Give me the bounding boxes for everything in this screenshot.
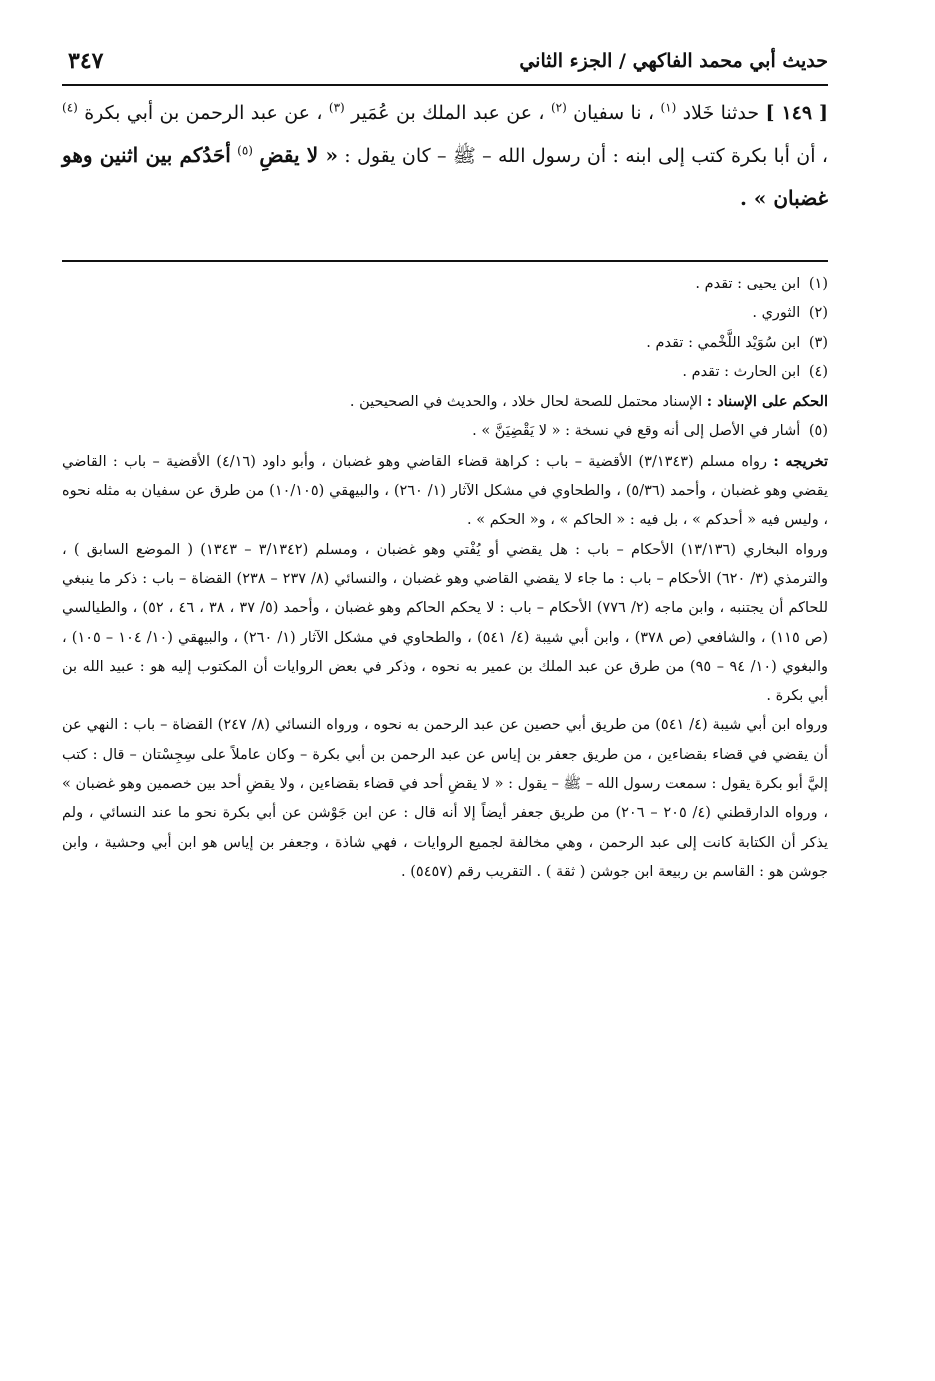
footnote-ref: (٥) (237, 143, 253, 158)
takhrij-paragraph (62, 447, 828, 536)
takhrij-text: ورواه البخاري (١٣/١٣٦) الأحكام – باب : هل يقضي أو يُفْتي وهو غضبان ، ومسلم (٣/١٣٤٢ – ١٣٤٣) ( الموضع السابق ) ، والترمذي (٣/ ٦٢٠) الأحكام – باب : ما جاء لا يقضي القاضي وهو غضبان ، والنسائي (٨/ ٢٣٧ – ٢٣٨) القضاة – باب : ذكر ما ينبغي للحاكم أن يجتنبه ، وابن ماجه (٢/ ٧٧٦) الأحكام – باب : لا يحكم الحاكم وهو غضبان ، وأحمد (٥/ ٣٧ ، ٣٨ ، ٤٦ ، ٥٢) ، والطيالسي (ص ١١٥) ، والشافعي (ص ٣٧٨) ، وابن أبي شيبة (٤/ ٥٤١) ، والطحاوي في مشكل الآثار (١/ ٢٦٠) ، والبيهقي (١٠/ ١٠٤ – ١٠٥) ، والبغوي (١٠/ ٩٤ – ٩٥) من طرق عن عبد الملك بن عمير به نحوه ، وذكر في بعض الروايات أن المكتوب إليه هو : عبيد الله بن أبي بكرة . (62, 541, 829, 705)
footnote-item (62, 329, 828, 358)
footnote-item (62, 417, 828, 446)
hadith-matn: أحَدُكم بين اثنين وهو غضبان » . (62, 143, 828, 210)
footnote-item (62, 358, 828, 387)
footnote-text: أشار في الأصل إلى أنه وقع في نسخة : « لا يَقْضِيَنَّ » . (472, 423, 801, 440)
isnad-ruling (62, 387, 828, 417)
footnote-number: (١) (808, 276, 828, 292)
footnote-ref: (٢) (550, 100, 567, 115)
footnote-number: (٢) (808, 305, 828, 322)
footnotes (62, 270, 828, 887)
hadith-chain-part: ، عن عبد الرحمن بن أبي بكرة (84, 102, 323, 124)
footnote-ref: (٣) (328, 100, 345, 115)
footnote-ref: (١) (660, 100, 677, 115)
hadith-chain-part: حدثنا خَلاد (682, 102, 760, 124)
footnote-divider (62, 260, 828, 262)
footnote-number: (٣) (808, 334, 828, 351)
hadith-paragraph (62, 92, 828, 220)
hadith-number: [ ١٤٩ ] (765, 102, 828, 124)
ruling-label: الحكم على الإسناد : (706, 393, 828, 411)
footnote-item (62, 270, 828, 299)
takhrij-label: تخريجه : (773, 452, 828, 470)
footnote-ref: (٤) (62, 100, 78, 115)
takhrij-paragraph (62, 711, 828, 887)
running-title: حديث أبي محمد الفاكهي / الجزء الثاني (519, 50, 828, 72)
hadith-chain-part: ، نا سفيان (573, 102, 655, 124)
ruling-text: الإسناد محتمل للصحة لحال خلاد ، والحديث في الصحيحين . (349, 394, 703, 411)
page-number: ٣٤٧ (68, 48, 104, 74)
takhrij-paragraph (62, 536, 828, 712)
footnote-text: ابن الحارث : تقدم . (682, 363, 801, 380)
footnote-text: ابن سُوَيْد اللَّخْمي : تقدم . (646, 334, 801, 351)
hadith-matn: « لا يقضِ (259, 143, 338, 167)
footnote-text: الثوري . (752, 305, 801, 322)
hadith-text-block (62, 92, 828, 220)
takhrij-text: ورواه ابن أبي شيبة (٤/ ٥٤١) من طريق أبي حصين عن عبد الرحمن به نحوه ، ورواه النسائي (٨/ ٢٤٧) القضاة – باب : النهي عن أن يقضي في قضاء بقضاءين ، من طريق جعفر بن إياس عن عبد الرحمن بن أبي بكرة – وكان عاملاً على سِجِسْتان – قال : كتب إليَّ أبو بكرة يقول : سمعت رسول الله – ﷺ – يقول : « لا يقضِ أحد في قضاء بقضاءين ، ولا يقضِ أحد بين خصمين وهو غضبان » ، ورواه الدارقطني (٤/ ٢٠٥ – ٢٠٦) من طريق جعفر أيضاً إلا أنه قال : عن ابن جَوْشن عن أبي بكرة نحو ما عند النسائي ، ولم يذكر أن الكتابة كانت إلى عبد الرحمن ، وهي مخالفة لجميع الروايات ، فهي شاذة ، وجعفر بن إياس هو ابن أبي وحشية ، وابن جوشن هو : القاسم بن ربيعة ابن جوشن ( ثقة ) . التقريب رقم (٥٤٥٧) . (62, 717, 829, 880)
footnote-number: (٤) (808, 363, 828, 380)
footnote-text: ابن يحيى : تقدم . (695, 276, 801, 292)
hadith-chain-part: ، أن أبا بكرة كتب إلى ابنه : أن رسول الله – ﷺ – كان يقول : (344, 145, 828, 167)
footnote-number: (٥) (808, 423, 828, 440)
footnote-item (62, 299, 828, 328)
takhrij-text: رواه مسلم (٣/١٣٤٣) الأقضية – باب : كراهة قضاء القاضي وهو غضبان ، وأبو داود (٤/١٦) الأقضية – باب : القاضي يقضي وهو غضبان ، وأحمد (٥/٣٦) ، والطحاوي في مشكل الآثار (١/ ٢٦٠) ، والبيهقي (١٠/١٠٥) من طرق عن سفيان به مثله نحوه ، وليس فيه « أحدكم » ، بل فيه : « الحاكم » ، و« الحكم » . (62, 453, 828, 529)
hadith-chain-part: ، عن عبد الملك بن عُمَير (351, 102, 545, 124)
page-header (62, 44, 828, 86)
